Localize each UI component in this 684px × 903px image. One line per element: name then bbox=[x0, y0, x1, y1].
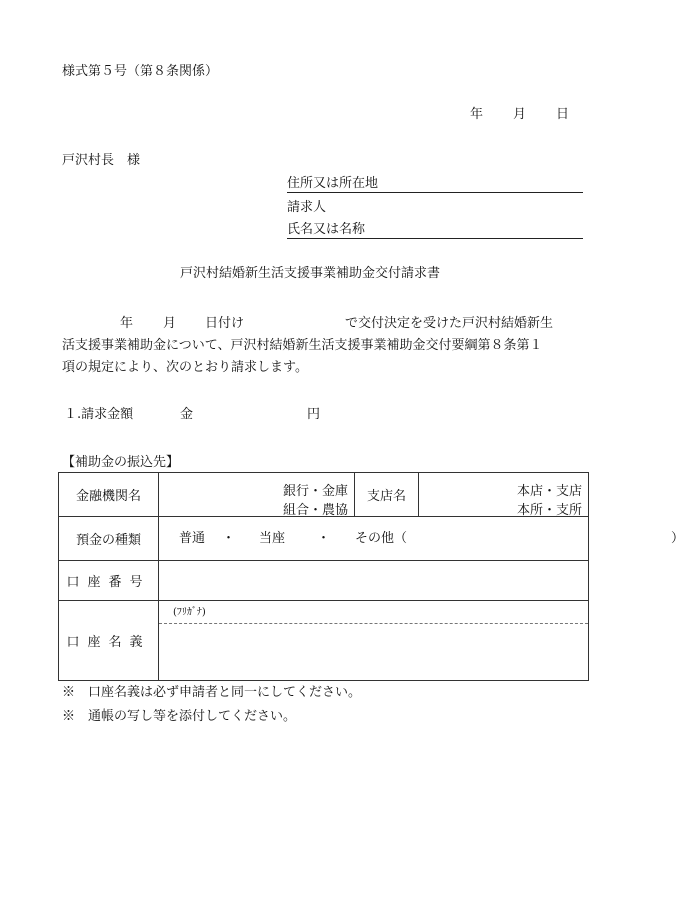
amount-label: １.請求金額 bbox=[64, 407, 134, 422]
account-holder-cell[interactable] bbox=[159, 601, 589, 681]
deposit-touza[interactable]: 当座 bbox=[259, 530, 286, 546]
account-holder-label: 口座名義 bbox=[59, 601, 159, 681]
form-number: 様式第５号（第８条関係） bbox=[62, 64, 219, 79]
body-month: 月 bbox=[163, 316, 177, 331]
addressee: 戸沢村長 様 bbox=[62, 153, 141, 168]
address-label: 住所又は所在地 bbox=[287, 176, 379, 191]
deposit-other[interactable]: その他（ bbox=[355, 530, 408, 546]
table-row bbox=[59, 601, 589, 681]
deposit-futsu[interactable]: 普通 bbox=[179, 530, 206, 546]
branch-name-label: 支店名 bbox=[355, 473, 419, 517]
name-field[interactable] bbox=[287, 222, 583, 239]
bank-table bbox=[58, 472, 684, 681]
deposit-type-label: 預金の種類 bbox=[59, 517, 159, 561]
bank-type-2: 組合・農協 bbox=[282, 502, 348, 518]
document-title: 戸沢村結婚新生活支援事業補助金交付請求書 bbox=[180, 266, 441, 281]
body-line3: 項の規定により、次のとおり請求します。 bbox=[62, 360, 308, 375]
date-year: 年 bbox=[470, 107, 484, 122]
deposit-close: ） bbox=[671, 530, 684, 546]
branch-type-2: 本所・支所 bbox=[516, 502, 582, 518]
amount-yen: 円 bbox=[307, 407, 321, 422]
body-line2: 活支援事業補助金について、戸沢村結婚新生活支援事業補助金交付要綱第８条第１ bbox=[62, 338, 543, 353]
table-row bbox=[59, 517, 589, 561]
furigana-row[interactable] bbox=[159, 601, 588, 624]
bank-name-cell[interactable] bbox=[159, 473, 355, 517]
table-row bbox=[59, 473, 589, 517]
transfer-heading: 【補助金の振込先】 bbox=[62, 455, 180, 470]
date-month: 月 bbox=[513, 107, 527, 122]
bank-type-1: 銀行・金庫 bbox=[282, 483, 348, 499]
deposit-dot-2: ・ bbox=[317, 530, 331, 546]
amount-kin: 金 bbox=[180, 407, 194, 422]
date-day: 日 bbox=[556, 107, 570, 122]
body-day-ref: 日付け bbox=[205, 316, 245, 331]
account-number-label: 口座番号 bbox=[59, 561, 159, 601]
requester-label: 請求人 bbox=[287, 200, 327, 215]
bank-name-label: 金融機関名 bbox=[59, 473, 159, 517]
note-2: ※ 通帳の写し等を添付してください。 bbox=[62, 709, 297, 724]
table-row bbox=[59, 561, 589, 601]
branch-type-1: 本店・支店 bbox=[516, 483, 582, 499]
body-line1-rest: で交付決定を受けた戸沢村結婚新生 bbox=[345, 316, 554, 331]
branch-name-cell[interactable] bbox=[419, 473, 589, 517]
name-label: 氏名又は名称 bbox=[287, 222, 366, 237]
note-1: ※ 口座名義は必ず申請者と同一にしてください。 bbox=[62, 685, 362, 700]
deposit-dot-1: ・ bbox=[222, 530, 236, 546]
body-year: 年 bbox=[120, 316, 134, 331]
furigana-label: (ﾌﾘｶﾞﾅ) bbox=[173, 607, 206, 618]
address-field[interactable] bbox=[287, 176, 583, 193]
account-number-cell[interactable] bbox=[159, 561, 589, 601]
deposit-type-cell[interactable] bbox=[159, 517, 684, 561]
